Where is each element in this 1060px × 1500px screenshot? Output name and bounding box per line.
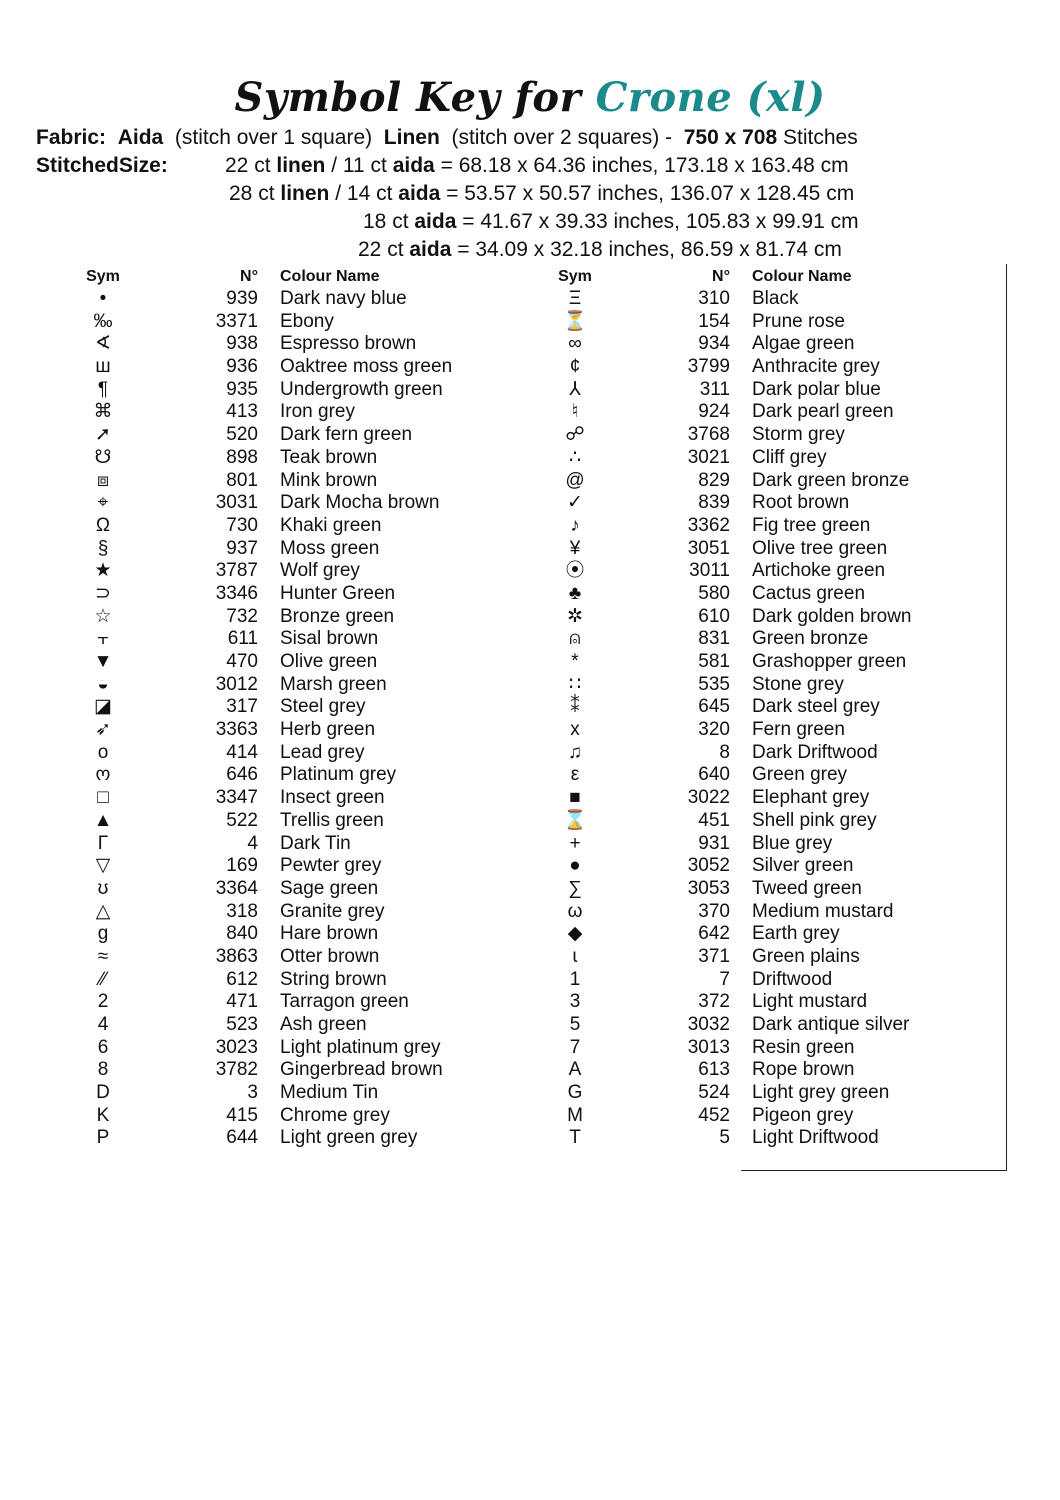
symbol: ♣ bbox=[568, 582, 582, 604]
header-sym: Sym bbox=[558, 268, 592, 285]
colour-name: Light Driftwood bbox=[752, 1127, 879, 1149]
header-num: N° bbox=[240, 268, 258, 285]
colour-name: Dark fern green bbox=[280, 424, 413, 446]
symbol: • bbox=[99, 288, 107, 309]
symbol: ✓ bbox=[567, 492, 583, 514]
fabric-linen: Linen bbox=[383, 126, 440, 149]
colour-name: Sisal brown bbox=[280, 628, 379, 650]
symbol: Γ bbox=[97, 832, 109, 854]
symbol: ∑ bbox=[568, 877, 582, 899]
colour-name: Blue grey bbox=[752, 832, 833, 854]
symbol: + bbox=[569, 832, 581, 854]
number: 839 bbox=[698, 492, 730, 514]
number: 642 bbox=[698, 923, 730, 945]
table-border-bottom bbox=[741, 1170, 1007, 1171]
colour-name: Bronze green bbox=[280, 605, 395, 627]
fabric-aida: Aida bbox=[117, 126, 164, 149]
fabric-linen-note: (stitch over 2 squares) - bbox=[451, 126, 673, 149]
symbol: Ξ bbox=[568, 288, 582, 309]
symbol: @ bbox=[565, 469, 585, 491]
colour-name: Oaktree moss green bbox=[280, 356, 453, 378]
number: 3053 bbox=[687, 877, 730, 899]
number: 732 bbox=[226, 605, 258, 627]
symbol: g bbox=[97, 923, 109, 945]
colour-name: Stone grey bbox=[752, 673, 844, 695]
symbol: ⍝ bbox=[569, 628, 581, 650]
number: 5 bbox=[719, 1127, 730, 1149]
symbol: □ bbox=[97, 787, 109, 809]
colour-name: Artichoke green bbox=[752, 560, 886, 582]
header-num: N° bbox=[712, 268, 730, 285]
number: 3799 bbox=[687, 356, 730, 378]
title-prefix: Symbol Key for bbox=[234, 74, 582, 121]
colour-name: Light mustard bbox=[752, 991, 868, 1013]
symbol: ⁑ bbox=[570, 696, 580, 718]
colour-name: Tweed green bbox=[752, 877, 862, 899]
colour-name: Moss green bbox=[280, 537, 380, 559]
number: 831 bbox=[698, 628, 730, 650]
number: 3012 bbox=[215, 673, 258, 695]
number: 3022 bbox=[687, 787, 730, 809]
number: 938 bbox=[226, 333, 258, 355]
number: 8 bbox=[719, 741, 730, 763]
colour-name: Dark golden brown bbox=[752, 605, 912, 627]
symbol: A bbox=[568, 1059, 582, 1081]
fabric-label: Fabric: bbox=[36, 126, 107, 149]
number: 471 bbox=[226, 991, 258, 1013]
number: 612 bbox=[226, 968, 258, 990]
symbol: ▲ bbox=[93, 809, 113, 831]
number: 372 bbox=[698, 991, 730, 1013]
symbol: 7 bbox=[569, 1036, 581, 1058]
number: 3363 bbox=[215, 719, 258, 741]
colour-name: Dark polar blue bbox=[752, 378, 881, 400]
colour-name: Tarragon green bbox=[280, 991, 409, 1013]
symbol: ∷ bbox=[568, 673, 582, 695]
symbol: ☋ bbox=[94, 446, 112, 468]
colour-name: Resin green bbox=[752, 1036, 855, 1058]
colour-name: Earth grey bbox=[752, 923, 840, 945]
number: 611 bbox=[227, 628, 258, 650]
colour-name: Algae green bbox=[752, 333, 855, 355]
colour-name: Dark navy blue bbox=[280, 288, 407, 309]
colour-name: Marsh green bbox=[280, 673, 387, 695]
symbol: ⏳ bbox=[563, 310, 587, 332]
fabric-line bbox=[36, 126, 858, 150]
number: 4 bbox=[247, 832, 258, 854]
number: 413 bbox=[226, 401, 258, 423]
stitched-size-row: 28 ct linen / 14 ct aida = 53.57 x 50.57 inches, 136.07 x 128.45 cm bbox=[229, 182, 855, 205]
symbol: 8 bbox=[97, 1059, 109, 1081]
table-border-right bbox=[1006, 264, 1007, 1170]
colour-name: Granite grey bbox=[280, 900, 385, 922]
number: 3346 bbox=[215, 582, 258, 604]
symbol: ◪ bbox=[94, 696, 112, 718]
colour-name: Olive tree green bbox=[752, 537, 888, 559]
number: 3011 bbox=[689, 560, 730, 582]
number: 3371 bbox=[215, 310, 258, 332]
number: 370 bbox=[698, 900, 730, 922]
header-colour-name: Colour Name bbox=[280, 268, 380, 285]
symbol: ◆ bbox=[567, 923, 583, 945]
number: 937 bbox=[226, 537, 258, 559]
symbol: ⫟ bbox=[97, 628, 109, 650]
colour-name: Mink brown bbox=[280, 469, 378, 491]
colour-name: Espresso brown bbox=[280, 333, 417, 355]
symbol: ◒ bbox=[97, 673, 109, 695]
number: 3863 bbox=[215, 945, 258, 967]
colour-name: Iron grey bbox=[280, 401, 355, 423]
symbol: * bbox=[571, 651, 579, 672]
symbol: ო bbox=[95, 764, 111, 786]
number: 3023 bbox=[215, 1036, 258, 1058]
symbol: ε bbox=[570, 764, 580, 786]
symbol: ≈ bbox=[97, 945, 109, 967]
symbol: ш bbox=[95, 356, 111, 378]
symbol: Ω bbox=[95, 514, 111, 536]
number: 645 bbox=[698, 696, 730, 718]
colour-name: Undergrowth green bbox=[280, 378, 443, 400]
page-title bbox=[0, 74, 1060, 121]
number: 154 bbox=[698, 310, 730, 332]
symbol: ⦿ bbox=[565, 560, 585, 582]
symbol: ɩ bbox=[572, 945, 578, 967]
colour-name: String brown bbox=[280, 968, 387, 990]
symbol: 2 bbox=[97, 991, 109, 1013]
symbol: ● bbox=[569, 855, 581, 877]
symbol: ☆ bbox=[94, 605, 112, 627]
symbol: ∢ bbox=[95, 333, 111, 355]
colour-name: Trellis green bbox=[280, 809, 384, 831]
number: 801 bbox=[226, 469, 258, 491]
symbol: § bbox=[97, 537, 109, 559]
colour-name: Green bronze bbox=[752, 628, 869, 650]
colour-name: Platinum grey bbox=[280, 764, 397, 786]
colour-name: Medium Tin bbox=[280, 1082, 379, 1104]
symbol: ∞ bbox=[568, 333, 582, 355]
number: 934 bbox=[698, 333, 730, 355]
colour-name: Steel grey bbox=[280, 696, 366, 718]
symbol: K bbox=[96, 1104, 110, 1126]
stitched-size-row: 22 ct linen / 11 ct aida = 68.18 x 64.36 inches, 173.18 x 163.48 cm bbox=[225, 154, 849, 177]
header-colour-name: Colour Name bbox=[752, 268, 852, 285]
colour-name: Ebony bbox=[280, 310, 334, 332]
symbol: ♮ bbox=[571, 401, 579, 423]
number: 610 bbox=[698, 605, 730, 627]
colour-name: Light green grey bbox=[280, 1127, 418, 1149]
number: 840 bbox=[226, 923, 258, 945]
symbol: 1 bbox=[569, 968, 581, 990]
symbol: T bbox=[569, 1127, 581, 1149]
number: 640 bbox=[698, 764, 730, 786]
colour-name: Root brown bbox=[752, 492, 850, 514]
colour-name: Cactus green bbox=[752, 582, 866, 604]
colour-name: Dark Tin bbox=[280, 832, 351, 854]
symbol: 3 bbox=[569, 991, 581, 1013]
number: 371 bbox=[698, 945, 730, 967]
number: 931 bbox=[698, 832, 730, 854]
title-pattern-name: Crone (xl) bbox=[595, 74, 826, 121]
symbol: ¢ bbox=[569, 356, 581, 378]
colour-name: Grashopper green bbox=[752, 651, 907, 672]
number: 524 bbox=[698, 1082, 730, 1104]
stitched-size-label: StitchedSize: bbox=[36, 154, 168, 177]
symbol: ω bbox=[567, 900, 583, 922]
number: 415 bbox=[226, 1104, 258, 1126]
number: 310 bbox=[698, 288, 730, 309]
colour-name: Wolf grey bbox=[280, 560, 360, 582]
number: 924 bbox=[698, 401, 730, 423]
number: 522 bbox=[226, 809, 258, 831]
number: 898 bbox=[226, 446, 258, 468]
colour-name: Green grey bbox=[752, 764, 848, 786]
number: 939 bbox=[226, 288, 258, 309]
colour-name: Dark pearl green bbox=[752, 401, 894, 423]
fabric-stitches: Stitches bbox=[783, 126, 858, 149]
colour-name: Dark green bronze bbox=[752, 469, 910, 491]
number: 470 bbox=[226, 651, 258, 672]
number: 581 bbox=[698, 651, 730, 672]
number: 520 bbox=[226, 424, 258, 446]
number: 451 bbox=[698, 809, 730, 831]
colour-name: Shell pink grey bbox=[752, 809, 877, 831]
colour-name: Teak brown bbox=[280, 446, 378, 468]
number: 613 bbox=[698, 1059, 730, 1081]
colour-name: Black bbox=[752, 288, 799, 309]
fabric-aida-note: (stitch over 1 square) bbox=[174, 126, 373, 149]
number: 3362 bbox=[687, 514, 730, 536]
header-sym: Sym bbox=[86, 268, 120, 285]
symbol: ▼ bbox=[93, 651, 113, 672]
number: 580 bbox=[698, 582, 730, 604]
number: 311 bbox=[699, 378, 730, 400]
number: 7 bbox=[719, 968, 730, 990]
symbol: ⌖ bbox=[97, 492, 109, 514]
number: 3021 bbox=[687, 446, 730, 468]
number: 523 bbox=[226, 1014, 258, 1035]
colour-name: Ash green bbox=[280, 1014, 367, 1035]
colour-name: Dark steel grey bbox=[752, 696, 880, 718]
colour-name: Dark Mocha brown bbox=[280, 492, 440, 514]
symbol: ➶ bbox=[95, 719, 111, 741]
number: 452 bbox=[698, 1104, 730, 1126]
symbol: ★ bbox=[94, 560, 112, 582]
number: 320 bbox=[698, 719, 730, 741]
colour-name: Silver green bbox=[752, 855, 854, 877]
colour-name: Elephant grey bbox=[752, 787, 870, 809]
symbol: ■ bbox=[569, 787, 581, 809]
symbol: ¥ bbox=[569, 537, 581, 559]
symbol: ⊃ bbox=[95, 582, 111, 604]
symbol: ⌘ bbox=[93, 401, 113, 423]
number: 644 bbox=[226, 1127, 258, 1149]
stitched-size-row: 18 ct aida = 41.67 x 39.33 inches, 105.83 x 99.91 cm bbox=[363, 210, 859, 233]
number: 317 bbox=[226, 696, 258, 718]
symbol: ¶ bbox=[97, 378, 109, 400]
colour-name: Sage green bbox=[280, 877, 379, 899]
symbol: △ bbox=[95, 900, 111, 922]
symbol: 6 bbox=[97, 1036, 109, 1058]
number: 414 bbox=[226, 741, 258, 763]
colour-name: Light platinum grey bbox=[280, 1036, 441, 1058]
colour-name: Fig tree green bbox=[752, 514, 871, 536]
colour-name: Green plains bbox=[752, 945, 860, 967]
colour-name: Anthracite grey bbox=[752, 356, 880, 378]
number: 936 bbox=[226, 356, 258, 378]
number: 646 bbox=[226, 764, 258, 786]
colour-name: Fern green bbox=[752, 719, 845, 741]
number: 3031 bbox=[215, 492, 258, 514]
colour-name: Gingerbread brown bbox=[280, 1059, 443, 1081]
colour-name: Hunter Green bbox=[280, 582, 396, 604]
colour-name: Olive green bbox=[280, 651, 378, 672]
symbol: ✲ bbox=[567, 605, 583, 627]
colour-name: Chrome grey bbox=[280, 1104, 390, 1126]
symbol: x bbox=[570, 719, 580, 741]
number: 3364 bbox=[215, 877, 258, 899]
number: 3052 bbox=[687, 855, 730, 877]
colour-name: Khaki green bbox=[280, 514, 382, 536]
fabric-size: 750 x 708 bbox=[683, 126, 778, 149]
symbol: M bbox=[567, 1104, 583, 1126]
symbol: D bbox=[96, 1082, 110, 1104]
symbol: ♪ bbox=[570, 514, 580, 536]
symbol: G bbox=[567, 1082, 583, 1104]
number: 3787 bbox=[215, 560, 258, 582]
number: 3347 bbox=[215, 787, 258, 809]
number: 535 bbox=[698, 673, 730, 695]
symbol: ➚ bbox=[95, 424, 111, 446]
colour-name: Herb green bbox=[280, 719, 376, 741]
colour-name: Medium mustard bbox=[752, 900, 894, 922]
symbol: ⁄⁄ bbox=[99, 968, 107, 990]
number: 3768 bbox=[687, 424, 730, 446]
colour-name: Otter brown bbox=[280, 945, 380, 967]
colour-name: Hare brown bbox=[280, 923, 379, 945]
number: 829 bbox=[698, 469, 730, 491]
symbol: ‰ bbox=[93, 310, 113, 332]
symbol: P bbox=[96, 1127, 110, 1149]
symbol: 5 bbox=[569, 1014, 581, 1035]
symbol: ☍ bbox=[565, 424, 585, 446]
colour-name: Insect green bbox=[280, 787, 385, 809]
symbol: ♫ bbox=[567, 741, 583, 763]
symbol: ʊ bbox=[97, 877, 109, 899]
symbol: 4 bbox=[97, 1014, 109, 1035]
stitched-size-row: 22 ct aida = 34.09 x 32.18 inches, 86.59 x 81.74 cm bbox=[358, 238, 842, 261]
number: 3032 bbox=[687, 1014, 730, 1035]
symbol: ⌛ bbox=[563, 809, 587, 831]
colour-name: Prune rose bbox=[752, 310, 845, 332]
symbol: ∴ bbox=[568, 446, 582, 468]
colour-name: Lead grey bbox=[280, 741, 365, 763]
colour-name: Dark Driftwood bbox=[752, 741, 878, 763]
number: 730 bbox=[226, 514, 258, 536]
number: 935 bbox=[226, 378, 258, 400]
number: 3782 bbox=[215, 1059, 258, 1081]
colour-name: Pigeon grey bbox=[752, 1104, 854, 1126]
number: 3013 bbox=[687, 1036, 730, 1058]
symbol: ⅄ bbox=[569, 378, 581, 400]
colour-name: Storm grey bbox=[752, 424, 845, 446]
colour-name: Rope brown bbox=[752, 1059, 855, 1081]
symbol: ▽ bbox=[95, 855, 111, 877]
number: 318 bbox=[226, 900, 258, 922]
symbol: ⧈ bbox=[96, 469, 110, 491]
colour-name: Cliff grey bbox=[752, 446, 827, 468]
colour-name: Driftwood bbox=[752, 968, 833, 990]
number: 3 bbox=[247, 1082, 258, 1104]
colour-name: Pewter grey bbox=[280, 855, 382, 877]
symbol: o bbox=[97, 741, 109, 763]
colour-name: Dark antique silver bbox=[752, 1014, 910, 1035]
number: 3051 bbox=[687, 537, 730, 559]
number: 169 bbox=[226, 855, 258, 877]
colour-name: Light grey green bbox=[752, 1082, 890, 1104]
